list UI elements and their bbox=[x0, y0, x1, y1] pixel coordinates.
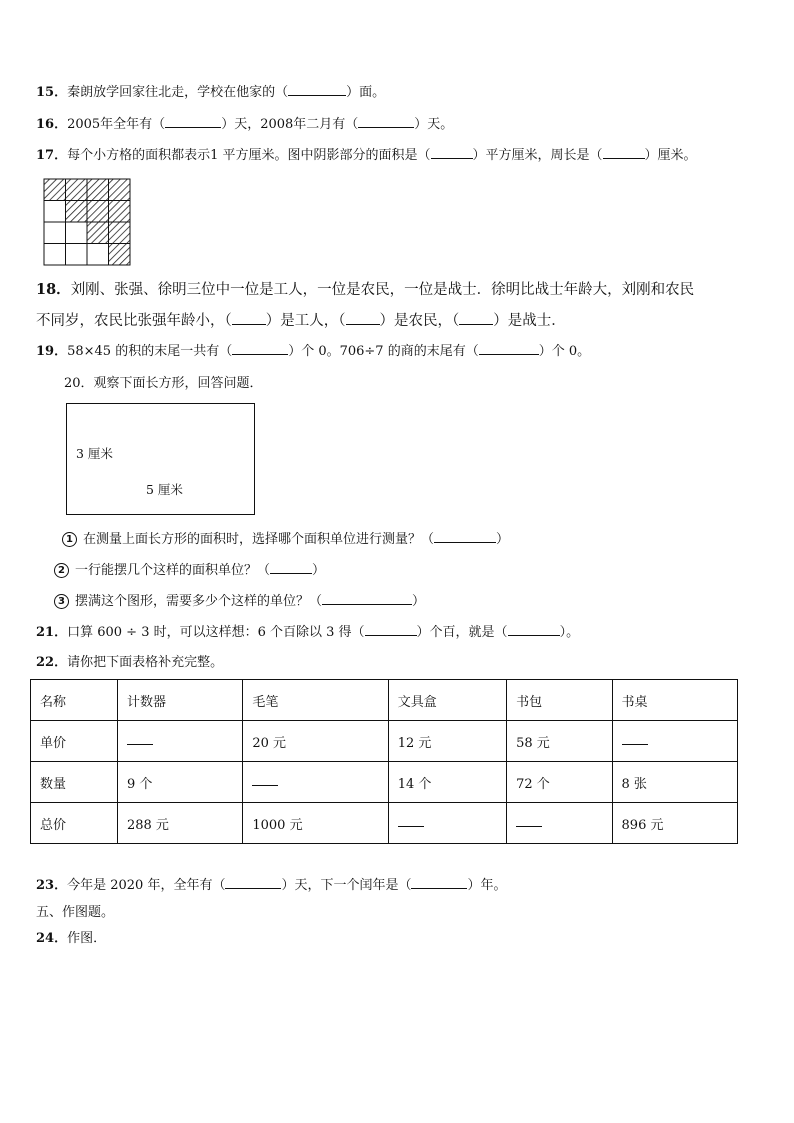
question-15 bbox=[36, 84, 385, 101]
answer-blank[interactable] bbox=[288, 84, 346, 96]
table-cell: 数量 bbox=[31, 762, 118, 803]
question-text: ） bbox=[312, 563, 326, 578]
shaded-grid-cell bbox=[87, 201, 109, 223]
price-table bbox=[30, 679, 738, 844]
shaded-grid-cell bbox=[66, 201, 88, 223]
rect-height-label: 3 厘米 bbox=[76, 446, 113, 461]
question-text: ）厘米。 bbox=[644, 148, 697, 163]
shaded-grid-cell bbox=[109, 222, 131, 244]
question-text: ）是工人，（ bbox=[265, 313, 346, 329]
question-number: 24． bbox=[36, 931, 68, 946]
question-17 bbox=[36, 147, 697, 164]
question-text: ）个 0。 bbox=[538, 344, 591, 359]
table-cell-blank[interactable] bbox=[388, 803, 506, 844]
question-text: 作图． bbox=[67, 931, 107, 946]
answer-blank[interactable] bbox=[252, 776, 278, 786]
table-cell-blank[interactable] bbox=[243, 762, 388, 803]
answer-blank[interactable] bbox=[127, 735, 153, 745]
question-text: 58×45 的积的末尾一共有（ bbox=[67, 344, 233, 359]
question-text: ）平方厘米，周长是（ bbox=[472, 148, 603, 163]
grid-cell bbox=[44, 222, 66, 244]
question-number: 18． bbox=[36, 281, 71, 298]
question-text: ）个百，就是（ bbox=[416, 625, 508, 640]
shaded-grid-cell bbox=[87, 179, 109, 201]
table-cell: 12 元 bbox=[388, 721, 506, 762]
question-text: ）。 bbox=[559, 625, 580, 640]
answer-blank[interactable] bbox=[603, 147, 645, 159]
question-20-title bbox=[64, 376, 263, 392]
question-number: 16． bbox=[36, 117, 68, 132]
table-cell: 总价 bbox=[31, 803, 118, 844]
question-text: 口算 600 ÷ 3 时，可以这样想：6 个百除以 3 得（ bbox=[67, 625, 365, 640]
question-text: ） bbox=[496, 532, 510, 547]
table-cell: 20 元 bbox=[243, 721, 388, 762]
answer-blank[interactable] bbox=[459, 313, 493, 325]
table-cell: 计数器 bbox=[117, 680, 242, 721]
question-text: 一行能摆几个这样的面积单位？（ bbox=[75, 563, 271, 578]
rectangle-figure bbox=[66, 403, 255, 515]
question-20-sub-2 bbox=[54, 562, 325, 579]
question-text: 今年是 2020 年，全年有（ bbox=[67, 878, 226, 893]
grid-cell bbox=[44, 244, 66, 266]
shaded-grid-figure bbox=[43, 178, 133, 268]
answer-blank[interactable] bbox=[270, 562, 312, 574]
shaded-grid-cell bbox=[109, 244, 131, 266]
question-number: 22． bbox=[36, 655, 68, 670]
answer-blank[interactable] bbox=[165, 116, 221, 128]
section-heading bbox=[36, 905, 114, 921]
shaded-grid-cell bbox=[109, 201, 131, 223]
table-cell: 58 元 bbox=[507, 721, 612, 762]
table-cell-blank[interactable] bbox=[507, 803, 612, 844]
grid-cell bbox=[44, 201, 66, 223]
answer-blank[interactable] bbox=[398, 817, 424, 827]
table-row bbox=[31, 762, 738, 803]
table-cell: 1000 元 bbox=[243, 803, 388, 844]
table-row bbox=[31, 803, 738, 844]
question-22 bbox=[36, 655, 223, 671]
answer-blank[interactable] bbox=[346, 313, 380, 325]
question-text: 每个小方格的面积都表示1 平方厘米。图中阴影部分的面积是（ bbox=[67, 148, 431, 163]
table-cell: 书桌 bbox=[612, 680, 737, 721]
grid-cell bbox=[87, 244, 109, 266]
answer-blank[interactable] bbox=[479, 343, 539, 355]
grid-cell bbox=[66, 244, 88, 266]
question-text: 2005年全年有（ bbox=[67, 117, 166, 132]
table-cell: 9 个 bbox=[117, 762, 242, 803]
answer-blank[interactable] bbox=[322, 593, 412, 605]
answer-blank[interactable] bbox=[516, 817, 542, 827]
table-cell-blank[interactable] bbox=[117, 721, 242, 762]
table-cell: 单价 bbox=[31, 721, 118, 762]
table-cell: 毛笔 bbox=[243, 680, 388, 721]
answer-blank[interactable] bbox=[232, 313, 266, 325]
table-cell: 书包 bbox=[507, 680, 612, 721]
answer-blank[interactable] bbox=[365, 624, 417, 636]
question-21 bbox=[36, 624, 579, 641]
question-text: 秦朗放学回家往北走，学校在他家的（ bbox=[67, 85, 289, 100]
grid-cell bbox=[66, 222, 88, 244]
question-text: ）是战士． bbox=[493, 313, 566, 329]
section-title: 五、作图题。 bbox=[36, 905, 115, 920]
question-text: ）是农民，（ bbox=[379, 313, 460, 329]
question-text: ）面。 bbox=[346, 85, 386, 100]
table-cell: 文具盒 bbox=[388, 680, 506, 721]
question-16 bbox=[36, 116, 453, 133]
shaded-grid-cell bbox=[87, 222, 109, 244]
question-text: ）天。 bbox=[414, 117, 454, 132]
answer-blank[interactable] bbox=[225, 877, 281, 889]
answer-blank[interactable] bbox=[622, 735, 648, 745]
question-number: 19． bbox=[36, 344, 68, 359]
table-cell: 896 元 bbox=[612, 803, 737, 844]
question-text: ）天，下一个闰年是（ bbox=[281, 878, 412, 893]
answer-blank[interactable] bbox=[508, 624, 560, 636]
circled-number-2: 2 bbox=[54, 563, 69, 578]
question-text: ）个 0。706÷7 的商的末尾有（ bbox=[288, 344, 479, 359]
circled-number-3: 3 bbox=[54, 594, 69, 609]
question-text: ）天，2008年二月有（ bbox=[221, 117, 359, 132]
question-18-line-1 bbox=[36, 281, 694, 299]
question-24 bbox=[36, 931, 106, 947]
shaded-grid-cell bbox=[66, 179, 88, 201]
question-text: 20．观察下面长方形，回答问题． bbox=[64, 376, 263, 391]
rect-width-label: 5 厘米 bbox=[146, 482, 183, 497]
question-18-line-2 bbox=[36, 312, 566, 330]
question-number: 23． bbox=[36, 878, 68, 893]
shaded-grid-cell bbox=[44, 179, 66, 201]
question-text: 在测量上面长方形的面积时，选择哪个面积单位进行测量？（ bbox=[83, 532, 435, 547]
question-text: 不同岁，农民比张强年龄小，（ bbox=[36, 313, 232, 329]
answer-blank[interactable] bbox=[431, 147, 473, 159]
table-cell: 72 个 bbox=[507, 762, 612, 803]
answer-blank[interactable] bbox=[358, 116, 414, 128]
question-number: 21． bbox=[36, 625, 68, 640]
table-cell-blank[interactable] bbox=[612, 721, 737, 762]
question-20-sub-3 bbox=[54, 593, 425, 610]
table-cell: 名称 bbox=[31, 680, 118, 721]
table-header-row bbox=[31, 680, 738, 721]
shaded-grid-cell bbox=[109, 179, 131, 201]
question-number: 17． bbox=[36, 148, 68, 163]
answer-blank[interactable] bbox=[434, 531, 496, 543]
question-19 bbox=[36, 343, 590, 360]
question-text: 摆满这个图形，需要多少个这样的单位？（ bbox=[75, 594, 323, 609]
table-cell: 288 元 bbox=[117, 803, 242, 844]
table-row bbox=[31, 721, 738, 762]
question-23 bbox=[36, 877, 506, 894]
question-text: ）年。 bbox=[467, 878, 507, 893]
question-text: ） bbox=[412, 594, 426, 609]
question-20-sub-1 bbox=[62, 531, 509, 548]
circled-number-1: 1 bbox=[62, 532, 77, 547]
table-cell: 14 个 bbox=[388, 762, 506, 803]
answer-blank[interactable] bbox=[232, 343, 288, 355]
question-text: 刘刚、张强、徐明三位中一位是工人，一位是农民，一位是战士．徐明比战士年龄大，刘刚和农民 bbox=[70, 282, 695, 298]
table-cell: 8 张 bbox=[612, 762, 737, 803]
question-text: 请你把下面表格补充完整。 bbox=[67, 655, 224, 670]
question-number: 15． bbox=[36, 85, 68, 100]
answer-blank[interactable] bbox=[411, 877, 467, 889]
